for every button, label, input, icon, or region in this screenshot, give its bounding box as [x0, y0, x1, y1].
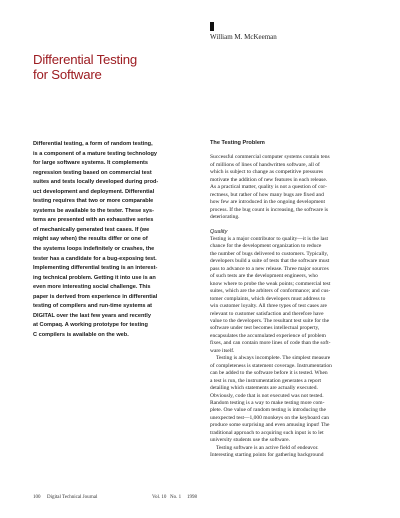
- abstract-line: suites and tests locally developed during prod-: [33, 179, 159, 186]
- body-line: can be added to the software before it is tested. When: [210, 370, 328, 377]
- body-line: deteriorating.: [210, 214, 240, 221]
- paragraph: [210, 236, 380, 355]
- body-line: Obviously, code that is not executed was not tested.: [210, 392, 324, 399]
- body-line: produce some surprising and even amusing input! The: [210, 422, 330, 429]
- body-line: As a practical matter, quality is not a question of cor-: [210, 184, 327, 191]
- body-column: [210, 140, 380, 460]
- body-line: Testing is a major contributor to quality—it is the last: [210, 235, 329, 242]
- abstract-line: DIGITAL over the last few years and recently: [33, 312, 151, 319]
- paragraph: [210, 355, 380, 444]
- body-line: Testing software is an active field of endeavor.: [216, 444, 319, 451]
- body-line: rectness, but rather of how many bugs are fixed and: [210, 191, 324, 198]
- abstract-line: is a component of a mature testing technology: [33, 150, 158, 157]
- title-line: Differential Testing: [33, 52, 138, 67]
- body-line: pass to advance to a new release. Three major sources: [210, 265, 329, 272]
- abstract-line: paper is derived from experience in differential: [33, 293, 158, 300]
- article-title: [33, 52, 193, 82]
- page-number: 100: [33, 495, 41, 500]
- section-heading: The Testing Problem: [210, 140, 265, 146]
- body-line: how few are introduced in the ongoing development: [210, 199, 326, 206]
- body-line: Random testing is a way to make testing more com-: [210, 399, 325, 406]
- abstract-line: even more interesting social challenge. This: [33, 284, 151, 291]
- abstract-line: tems are presented with an exhaustive series: [33, 217, 154, 224]
- header-marker: [210, 22, 214, 31]
- body-line: software under test becomes intellectual property,: [210, 325, 320, 332]
- body-line: Interesting starting points for gathering background: [210, 452, 324, 459]
- abstract-line: Differential testing, a form of random testing,: [33, 141, 153, 147]
- publication-year: 1998: [187, 495, 197, 500]
- paragraph: [210, 154, 380, 221]
- abstract-line: uct development and deployment. Differential: [33, 188, 155, 195]
- abstract-line: Implementing differential testing is an interest-: [33, 265, 158, 272]
- body-line: of such tests are the development engineers, who: [210, 273, 318, 280]
- abstract-line: the systems loops indefinitely or crashes, the: [33, 246, 155, 253]
- abstract-line: for large software systems. It complements: [33, 160, 149, 167]
- body-line: relevant to customer satisfaction and therefore have: [210, 310, 324, 317]
- body-line: chance for the development organization to reduce: [210, 243, 322, 250]
- abstract-line: testing requires that two or more comparable: [33, 198, 154, 205]
- volume-number: Vol. 10: [152, 495, 167, 500]
- body-line: know where to probe the weak points; commercial test: [210, 280, 331, 287]
- body-line: process. If the bug count is increasing, the software is: [210, 206, 329, 213]
- body-line: value to the developers. The resultant test suite for the: [210, 317, 330, 324]
- abstract-line: ing technical problem. Getting it into use is an: [33, 274, 156, 281]
- body-line: of completeness is statement coverage. Instrumentation: [210, 362, 332, 369]
- author-name: William M. McKeeman: [210, 33, 277, 41]
- paragraph: [210, 445, 380, 460]
- body-line: win customer loyalty. All three types of test cases are: [210, 303, 327, 310]
- body-line: tomer complaints, which developers must address to: [210, 295, 326, 302]
- body-line: plete. One value of random testing is introducing the: [210, 407, 326, 414]
- body-line: university students use the software.: [210, 437, 290, 444]
- body-line: which is subject to change as competitive pressures: [210, 169, 324, 176]
- body-line: detailing which statements are actually executed.: [210, 385, 318, 392]
- abstract-line: C compilers is available on the web.: [33, 331, 129, 338]
- abstract-line: of mechanically generated test cases. If (we: [33, 226, 150, 233]
- body-line: encapsulates the accumulated experience of problem: [210, 332, 326, 339]
- body-line: suites, which are the arbiters of conformance; and cus-: [210, 288, 331, 295]
- body-line: of millions of lines of handwritten software, all of: [210, 161, 320, 168]
- subsection-heading: Quality: [210, 228, 228, 235]
- body-line: a test is run, the instrumentation generates a report: [210, 377, 322, 384]
- body-line: the number of bugs delivered to customers. Typically,: [210, 250, 329, 257]
- abstract-line: at Compaq. A working prototype for testing: [33, 322, 148, 329]
- body-line: traditional approach to acquiring such input is to let: [210, 429, 324, 436]
- body-line: developers build a suite of tests that the software must: [210, 258, 330, 265]
- body-line: motivate the addition of new features in each release.: [210, 176, 328, 183]
- title-line: for Software: [33, 67, 102, 82]
- abstract-line: regression testing based on commercial test: [33, 169, 152, 176]
- abstract-line: tester has a candidate for a bug-exposing test.: [33, 255, 157, 262]
- issue-number: No. 1: [170, 495, 182, 500]
- journal-name: Digital Technical Journal: [47, 495, 98, 500]
- abstract-line: systems be available to the tester. These sys-: [33, 207, 154, 214]
- body-line: unexpected test—1,000 monkeys on the keyboard can: [210, 414, 329, 421]
- body-line: Successful commercial computer systems contain tens: [210, 154, 330, 161]
- body-line: Testing is always incomplete. The simplest measure: [216, 355, 331, 362]
- abstract-line: might say when) the results differ or one of: [33, 236, 148, 243]
- body-line: ware itself.: [210, 347, 235, 354]
- abstract: [33, 140, 203, 340]
- body-line: fixes, and can contain more lines of code than the soft-: [210, 340, 331, 347]
- abstract-line: testing of compilers and run-time systems at: [33, 303, 153, 310]
